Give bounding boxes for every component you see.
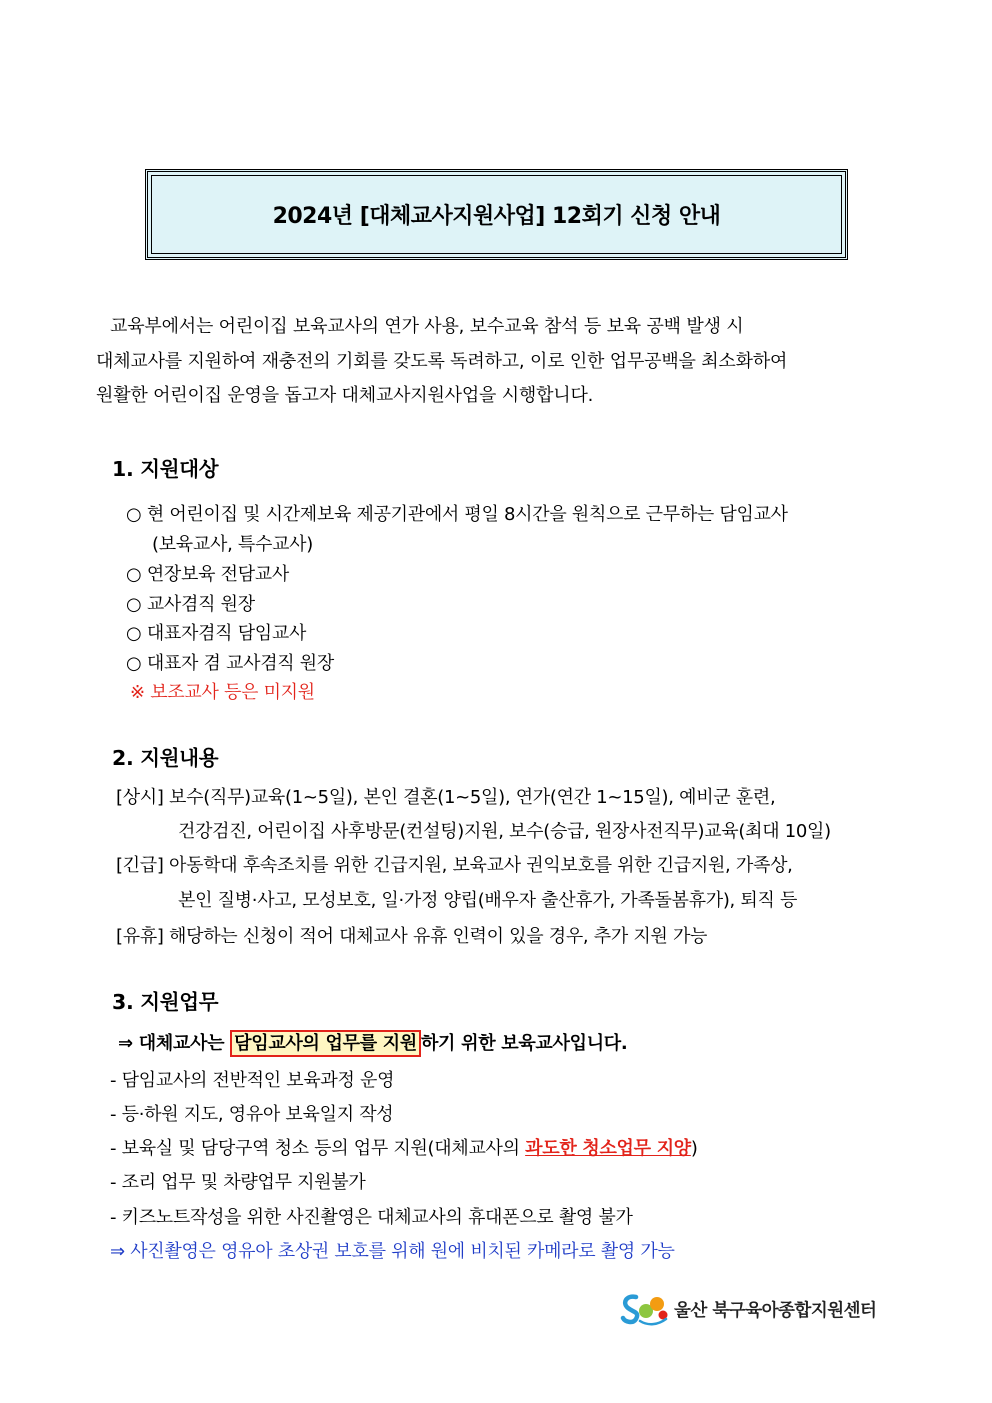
duty-item: - 조리 업무 및 차량업무 지원불가 xyxy=(110,1172,366,1193)
duty-item: - 담임교사의 전반적인 보육과정 운영 xyxy=(110,1070,395,1091)
org-logo xyxy=(620,1291,876,1327)
support-line: [긴급] 아동학대 후속조치를 위한 긴급지원, 보육교사 권익보호를 위한 긴급지원, 가족상, xyxy=(116,855,793,876)
highlighted-phrase: 담임교사의 업무를 지원 xyxy=(230,1030,421,1057)
org-logo-mark-icon xyxy=(620,1291,670,1327)
target-item: ○ 연장보육 전담교사 xyxy=(126,564,289,585)
role-statement-prefix: ⇒ 대체교사는 xyxy=(118,1033,231,1054)
intro-line: 원활한 어린이집 운영을 돕고자 대체교사지원사업을 시행합니다. xyxy=(96,385,594,406)
target-item: ○ 현 어린이집 및 시간제보육 제공기관에서 평일 8시간을 원칙으로 근무하는 담임교사 xyxy=(126,504,788,525)
target-item: ○ 교사겸직 원장 xyxy=(126,594,255,615)
support-line-continued: 본인 질병·사고, 모성보호, 일·가정 양립(배우자 출산휴가, 가족돌봄휴가), 퇴직 등 xyxy=(178,890,798,911)
duty-item-text: - 보육실 및 담당구역 청소 등의 업무 지원(대체교사의 xyxy=(110,1138,526,1159)
emphasized-warning: 과도한 청소업무 지양 xyxy=(525,1138,691,1159)
intro-line: 대체교사를 지원하여 재충전의 기회를 갖도록 독려하고, 이로 인한 업무공백을 최소화하여 xyxy=(96,350,788,372)
support-line: [상시] 보수(직무)교육(1~5일), 본인 결혼(1~5일), 연가(연간 1~15일), 예비군 훈련, xyxy=(116,787,776,808)
title-box xyxy=(145,169,848,260)
duty-item: - 등·하원 지도, 영유아 보육일지 작성 xyxy=(110,1104,394,1125)
support-line-continued: 건강검진, 어린이집 사후방문(컨설팅)지원, 보수(승급, 원장사전직무)교육(최대 10일) xyxy=(178,821,831,842)
support-line: [유휴] 해당하는 신청이 적어 대체교사 유휴 인력이 있을 경우, 추가 지원 가능 xyxy=(116,926,708,947)
photo-note: ⇒ 사진촬영은 영유아 초상권 보호를 위해 원에 비치된 카메라로 촬영 가능 xyxy=(110,1241,675,1262)
section-heading: 3. 지원업무 xyxy=(112,990,219,1014)
intro-line: 교육부에서는 어린이집 보육교사의 연가 사용, 보수교육 참석 등 보육 공백 발생 시 xyxy=(110,316,744,337)
document-title: 2024년 [대체교사지원사업] 12회기 신청 안내 xyxy=(272,204,721,229)
exclusion-note: ※ 보조교사 등은 미지원 xyxy=(130,682,315,703)
intro-paragraph xyxy=(96,310,787,414)
duty-item xyxy=(110,1134,698,1160)
section-heading: 1. 지원대상 xyxy=(112,457,219,481)
role-statement-suffix: 하기 위한 보육교사입니다. xyxy=(420,1033,628,1054)
target-item: ○ 대표자겸직 담임교사 xyxy=(126,623,307,644)
target-item: ○ 대표자 겸 교사겸직 원장 xyxy=(126,653,334,674)
target-item-continued: (보육교사, 특수교사) xyxy=(152,534,313,555)
duty-item-close: ) xyxy=(690,1138,698,1159)
org-name: 울산 북구육아종합지원센터 xyxy=(674,1300,877,1321)
section-heading: 2. 지원내용 xyxy=(112,746,219,770)
role-statement xyxy=(118,1029,627,1055)
duty-item: - 키즈노트작성을 위한 사진촬영은 대체교사의 휴대폰으로 촬영 불가 xyxy=(110,1207,633,1228)
